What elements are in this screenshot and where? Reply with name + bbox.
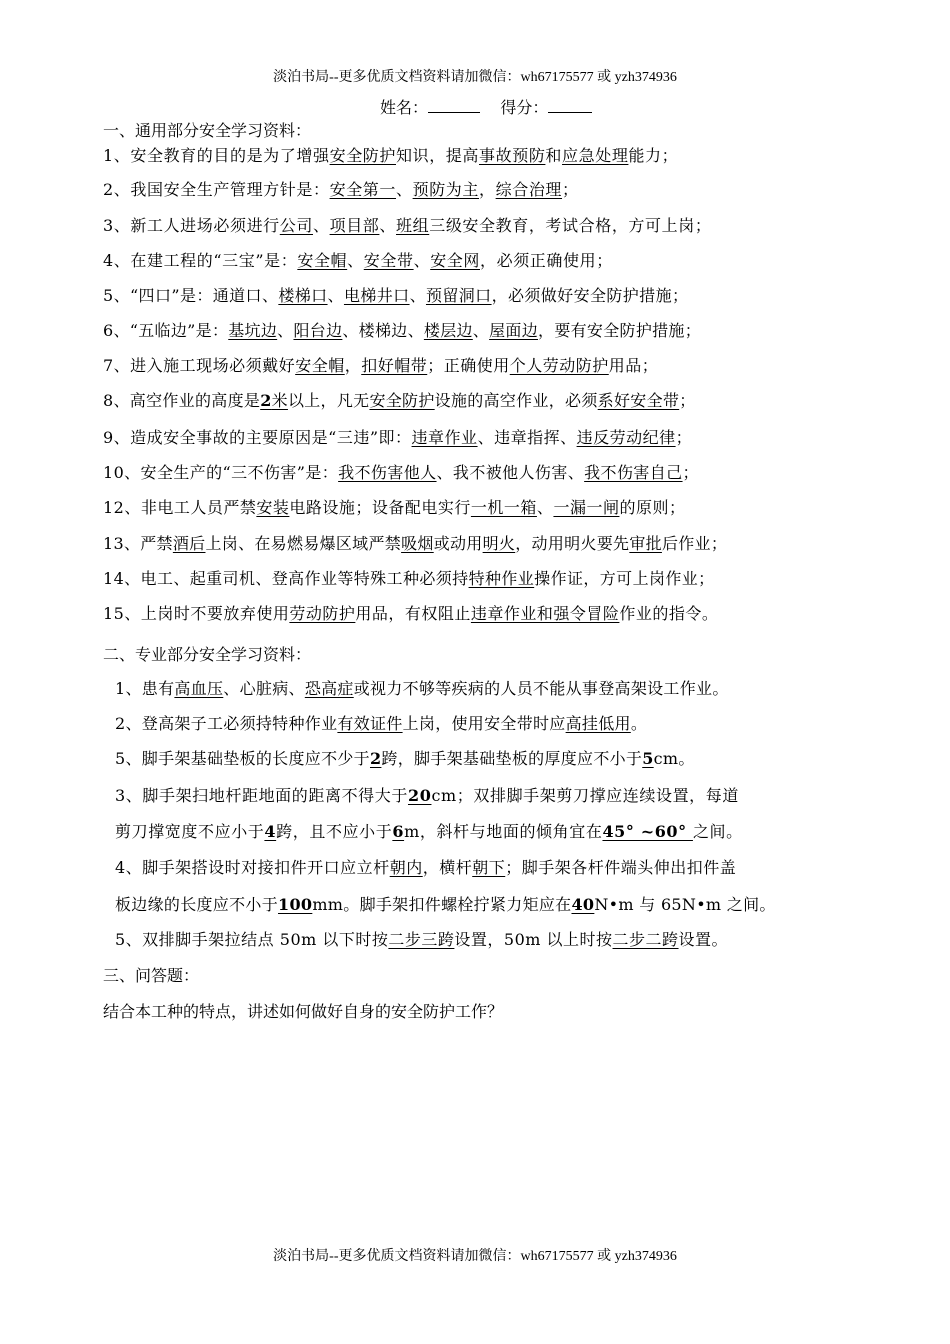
answer-text: 安全带	[363, 251, 414, 270]
answer-text: 2	[260, 391, 272, 410]
item-text: 或视力不够等疾病的人员不能从事登高架设工作业。	[353, 679, 729, 698]
answer-text: 45° ~60°	[602, 822, 693, 841]
item-text: 用品；	[608, 356, 659, 375]
section1-item	[103, 321, 701, 341]
answer-text: 高血压	[174, 679, 224, 698]
section2-item	[115, 786, 739, 806]
item-text: 4、脚手架搭设时对接扣件开口应立杆	[115, 858, 390, 877]
answer-text: 一漏一闸	[553, 498, 620, 517]
name-label: 姓名：	[380, 98, 429, 117]
answer-text: 综合治理	[495, 180, 563, 199]
item-text: ，动用明火要先	[515, 534, 630, 553]
answer-text: 事故预防	[479, 146, 546, 165]
item-text: 、	[347, 251, 364, 270]
item-text: 、	[472, 321, 490, 340]
item-text: m，斜杆与地面的倾角宜在	[404, 822, 603, 841]
item-text: ，横杆	[422, 858, 473, 877]
score-label: 得分：	[500, 98, 549, 117]
item-text: 知识，提高	[396, 146, 480, 165]
section2-item	[115, 930, 728, 950]
item-text: ；	[679, 391, 696, 410]
answer-text: 劳动防护	[289, 604, 356, 623]
item-text: 、	[379, 216, 397, 235]
name-score-bar	[380, 95, 592, 118]
answer-text: 一机一箱	[470, 498, 537, 517]
item-text: 12、非电工人员严禁	[103, 498, 257, 517]
item-text: 5、“四口”是：通道口、	[103, 286, 279, 305]
item-text: 5、脚手架基础垫板的长度应不少于	[115, 749, 370, 768]
answer-text: 2	[369, 749, 382, 768]
section2-title: 二、专业部分安全学习资料：	[103, 645, 312, 664]
answer-text: 特种作业	[468, 569, 535, 588]
answer-text: 预防为主	[412, 180, 480, 199]
section2-item	[115, 858, 736, 878]
item-text: cm。	[653, 749, 695, 768]
item-text: 跨，且不应小于	[276, 822, 393, 841]
item-text: 、	[327, 286, 344, 305]
item-text: ；脚手架各杆件端头伸出扣件盖	[505, 858, 737, 877]
item-text: 或动用	[433, 534, 483, 553]
item-text: 设施的高空作业，必须	[434, 391, 598, 410]
answer-text: 5	[642, 749, 654, 768]
answer-text: 阳台边	[293, 321, 343, 340]
item-text: 10、安全生产的“三不伤害”是：	[103, 463, 339, 482]
item-text: 电路设施；设备配电实行	[289, 498, 471, 517]
answer-text: 屋面边	[489, 321, 539, 340]
item-text: 设置。	[678, 930, 729, 949]
answer-text: 安全第一	[329, 180, 396, 199]
item-text: ，必须做好安全防护措施；	[491, 286, 689, 305]
answer-text: 朝下	[472, 858, 506, 877]
page-header: 淡泊书局--更多优质文档资料请加微信：wh67175577 或 yzh374936	[273, 70, 677, 85]
item-text: 、楼梯边、	[342, 321, 424, 340]
answer-text: 明火	[482, 534, 516, 553]
item-text: 5、双排脚手架拉结点 50m 以下时按	[115, 930, 389, 949]
item-text: 和	[545, 146, 563, 165]
item-text: 剪刀撑宽度不应小于	[115, 822, 265, 841]
item-text: 9、造成安全事故的主要原因是“三违”即：	[103, 428, 412, 447]
answer-text: 二步二跨	[612, 930, 679, 949]
score-blank[interactable]	[548, 98, 592, 113]
item-text: 之间。	[692, 822, 743, 841]
item-text: ；正确使用	[427, 356, 510, 375]
answer-text: 公司	[279, 216, 313, 235]
answer-text: 扣好帽带	[361, 356, 428, 375]
item-text: 跨，脚手架基础垫板的厚度应不小于	[381, 749, 643, 768]
answer-text: 吸烟	[401, 534, 434, 553]
item-text: 7、进入施工现场必须戴好	[103, 356, 296, 375]
answer-text: 恐高症	[304, 679, 354, 698]
answer-text: 班组	[396, 216, 430, 235]
item-text: 、	[396, 180, 413, 199]
section2-item	[115, 822, 743, 842]
answer-text: 有效证件	[337, 714, 403, 733]
answer-text: 楼梯口	[278, 286, 328, 305]
question-text: 结合本工种的特点，讲述如何做好自身的安全防护工作？	[103, 1002, 504, 1021]
answer-text: 系好安全带	[597, 391, 680, 410]
item-text: 2、我国安全生产管理方针是：	[103, 180, 330, 199]
answer-text: 安全网	[430, 251, 480, 270]
section1-item	[103, 216, 711, 236]
item-text: ；	[562, 180, 579, 199]
item-text: 、	[409, 286, 426, 305]
item-text: 、	[536, 498, 554, 517]
item-text: ，	[344, 356, 362, 375]
item-text: 操作证，方可上岗作业；	[534, 569, 715, 588]
item-text: cm；双排脚手架剪刀撑应连续设置，每道	[431, 786, 739, 805]
item-text: 、违章指挥、	[477, 428, 577, 447]
answer-text: 我不伤害他人	[338, 463, 437, 482]
item-text: 、	[413, 251, 431, 270]
item-text: 4、在建工程的“三宝”是：	[103, 251, 298, 270]
answer-text: 预留洞口	[425, 286, 492, 305]
item-text: 13、严禁	[103, 534, 173, 553]
answer-text: 4	[264, 822, 277, 841]
answer-text: 朝内	[389, 858, 423, 877]
answer-text: 电梯井口	[343, 286, 410, 305]
section1-item	[103, 534, 727, 554]
item-text: 、心脏病、	[223, 679, 305, 698]
section1-item	[103, 180, 579, 200]
answer-text: 基坑边	[228, 321, 278, 340]
item-text: 三级安全教育，考试合格，方可上岗；	[429, 216, 712, 235]
answer-text: 安全帽	[297, 251, 348, 270]
answer-text: 安全防护	[369, 391, 435, 410]
section1-item	[103, 498, 685, 518]
item-text: 15、上岗时不要放弃使用	[103, 604, 290, 623]
item-text: 的原则；	[619, 498, 686, 517]
answer-text: 高挂低用	[565, 714, 631, 733]
item-text: ；	[675, 428, 693, 447]
answer-text: 酒后	[172, 534, 206, 553]
answer-text: 楼层边	[423, 321, 473, 340]
section1-item	[103, 356, 658, 376]
item-text: 用品，有权阻止	[355, 604, 471, 623]
item-text: 上岗，使用安全带时应	[402, 714, 566, 733]
item-text: 3、新工人进场必须进行	[103, 216, 280, 235]
section1-item	[103, 286, 688, 306]
section2-item	[115, 714, 647, 734]
item-text: ，要有安全防护措施；	[538, 321, 702, 340]
item-text: ，必须正确使用；	[480, 251, 613, 270]
item-text: ，	[479, 180, 496, 199]
section1-item	[103, 428, 692, 448]
section3-title: 三、问答题：	[103, 966, 200, 985]
item-text: 以上，凡无	[287, 391, 370, 410]
answer-text: 6	[392, 822, 405, 841]
answer-text: 安全帽	[295, 356, 345, 375]
item-text: 8、高空作业的高度是	[103, 391, 261, 410]
item-text: 3、脚手架扫地杆距地面的距离不得大于	[115, 786, 408, 805]
answer-text: 20	[407, 786, 432, 805]
answer-text: 应急处理	[562, 146, 629, 165]
name-blank[interactable]	[428, 98, 480, 113]
item-text: 后作业；	[661, 534, 728, 553]
item-text: 作业的指令。	[619, 604, 719, 623]
page-footer: 淡泊书局--更多优质文档资料请加微信：wh67175577 或 yzh374936	[273, 1249, 677, 1264]
answer-text: 安装	[256, 498, 290, 517]
item-text: 14、电工、起重司机、登高作业等特殊工种必须持	[103, 569, 469, 588]
item-text: 6、“五临边”是：	[103, 321, 229, 340]
answer-text: 个人劳动防护	[509, 356, 609, 375]
section1-title: 一、通用部分安全学习资料：	[103, 121, 312, 140]
section1-item	[103, 463, 699, 483]
item-text: 2、登高架子工必须持特种作业	[115, 714, 338, 733]
answer-text: 审批	[629, 534, 662, 553]
item-text: 。	[630, 714, 648, 733]
answer-text: 米	[271, 391, 288, 410]
item-text: 、	[277, 321, 294, 340]
section1-item	[103, 604, 718, 624]
answer-text: 安全防护	[329, 146, 396, 165]
section2-item	[115, 895, 776, 915]
answer-text: 40	[571, 895, 595, 914]
answer-text: 我不伤害自己	[584, 463, 683, 482]
item-text: ；	[682, 463, 699, 482]
item-text: 能力；	[628, 146, 679, 165]
answer-text: 违章作业	[411, 428, 478, 447]
item-text: 、我不被他人伤害、	[436, 463, 585, 482]
item-text: N•m 与 65N•m 之间。	[594, 895, 776, 914]
item-text: 上岗、在易燃易爆区域严禁	[205, 534, 402, 553]
answer-text: 二步三跨	[388, 930, 455, 949]
item-text: 设置，50m 以上时按	[454, 930, 613, 949]
section1-item	[103, 251, 613, 271]
section1-item	[103, 391, 696, 411]
answer-text: 项目部	[329, 216, 380, 235]
item-text: 板边缘的长度应不小于	[115, 895, 279, 914]
item-text: 1、患有	[115, 679, 175, 698]
section1-item	[103, 569, 715, 589]
answer-text: 100	[278, 895, 313, 914]
section2-item	[115, 679, 729, 699]
section2-item	[115, 749, 695, 769]
item-text: 、	[312, 216, 330, 235]
answer-text: 违章作业和强令冒险	[470, 604, 620, 623]
item-text: 1、安全教育的目的是为了增强	[103, 146, 330, 165]
item-text: mm。脚手架扣件螺栓拧紧力矩应在	[312, 895, 572, 914]
section1-item	[103, 146, 678, 166]
answer-text: 违反劳动纪律	[576, 428, 676, 447]
